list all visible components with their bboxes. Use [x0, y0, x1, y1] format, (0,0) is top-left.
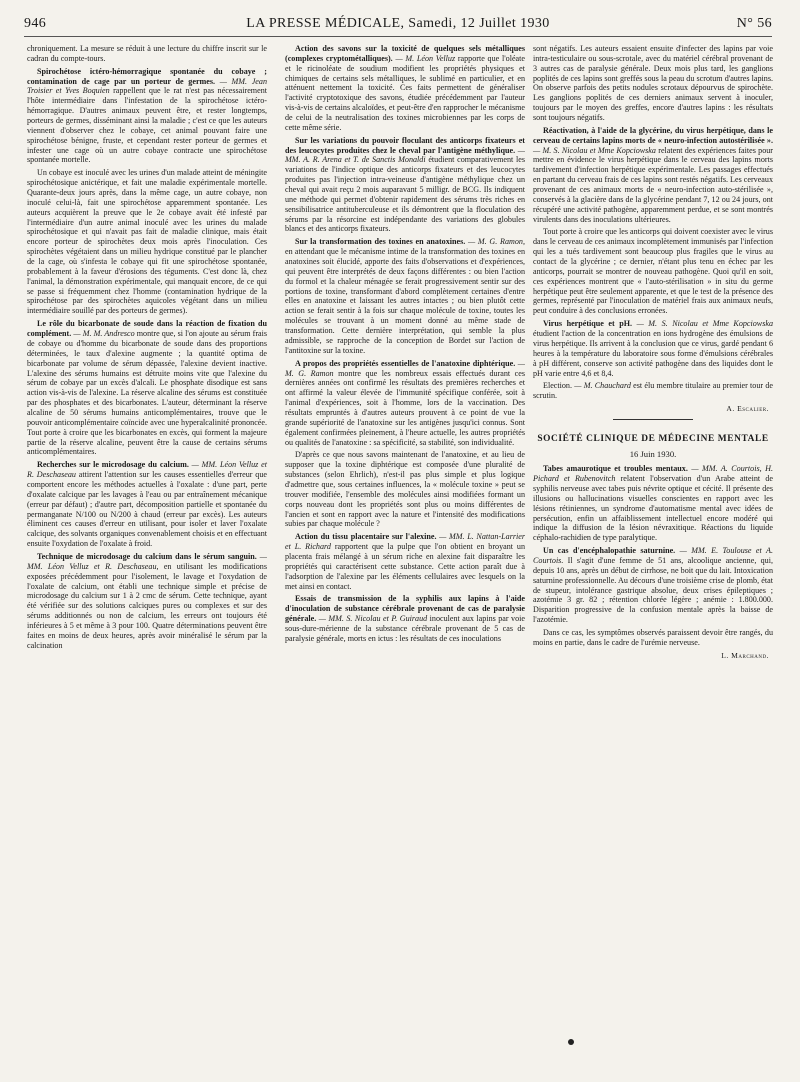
- article-virus-ph: [533, 319, 773, 378]
- article-authors: — M. S. Nicolau et Mme Kopciowska: [636, 319, 773, 329]
- article-title: Le rôle du bicarbonate de soude dans la réaction de fixation du complément.: [27, 319, 267, 339]
- paragraph: Tout porte à croire que les anticorps qui doivent coexister avec le virus dans le cerveau de ces animaux incomplètement immunisés par l'infection qui les a tués tardivement sont beaucoup plus fragiles que le virus au contact de la glycérine ; ce dernier, n'étant plus tenu en échec par les anticorps, pourrait se montrer de nouveau pathogène. Quoi qu'il en soit, ces expériences montrent que « l'auto-stérilisation » in situ du germe herpétique peut être seulement apparente, et que le test de la présence des germes, représenté par l'inoculation de matériel frais aux animaux neufs, peut conduire à des conclusions erronées.: [533, 227, 773, 316]
- article-text: montre que, si l'on ajoute au sérum frais de cobaye ou d'homme du bicarbonate de soude dans des proportions déterminées, le taux d'alexine augmente ; la quantité optima de bicarbonate par volume de sérum dépassée, l'alexine devient inactive. L'alexine des sérums humains est détruite moins vite que l'alexine du sérum de cobaye par un excès d'alcali. Le phosphate disodique est sans action vis-à-vis de l'alexine. La réserve alcaline des sérums est constituée par des phosphates et des bicarbonates. L'auteur, déterminant la réserve alcaline de 50 sérums humains anticomplémentaires, trouve que le pouvoir anticomplémentaire coïncide avec une hyperalcalinité prononcée. Tout porte à croire que les bicarbonates en excès, qui forment la majeure partie de la réserve alcaline, peuvent être la cause de certains sérums anticomplémentaires.: [27, 329, 267, 457]
- article-anatoxines: [285, 237, 525, 355]
- article-authors: — M. G. Ramon,: [468, 237, 525, 247]
- article-authors: — MM. S. Nicolau et P. Guiraud: [318, 614, 428, 624]
- article-title: Sur les variations du pouvoir floculant des anticorps fixateurs et des leucocytes produites chez le cheval par l'antigène méthylique.: [285, 135, 525, 155]
- article-encephalopathie: [533, 546, 773, 625]
- article-microdosage: [27, 460, 267, 549]
- article-text: attirent l'attention sur les causes essentielles d'erreur que comportent encore les méthodes actuelles à l'oxalate : d'une part, perte d'oxalate calcique par les lavages à l'eau ou par entraînement mécanique (erreur par défaut) ; d'autre part, décomposition partielle et spontanée du permanganate N/100 ou N/200 à chaud (erreur par excès). Les auteurs éliminent ces causes d'erreur en utilisant, pour isoler et laver l'oxalate calcique, des solvants organiques convenablement choisis et en effectuant ensuite l'oxydation de l'oxalate à froid.: [27, 470, 267, 549]
- signature: A. Escalier.: [726, 404, 769, 414]
- election-label: Election.: [543, 381, 572, 391]
- article-text: inoculent aux lapins par voie sous-dure-mérienne de la substance cérébrale provenant de 5 cas de paralysie générale, morts en ictus : les résultats de ces inoculations: [285, 614, 525, 643]
- article-spirochetose: [27, 67, 267, 166]
- article-authors: — M. S. Nicolau et Mme Kopciowska: [533, 145, 656, 155]
- article-title: Technique de microdosage du calcium dans le sérum sanguin.: [37, 551, 257, 561]
- article-bicarbonate: [27, 319, 267, 457]
- article-text: rapporte que l'oléate et le ricinoléate de soudium modifient les propriétés physiques et chimiques de certains sels métalliques, le sublimé en particulier, et en atténuent nettement la toxicité. Ces faits permettent de généraliser l'activité cryptotoxique des savons, étudiée précédemment par l'auteur vis-à-vis de certains alcaloïdes, et peut-être d'en rapprocher le mécanisme de celui de la neutralisation des toxines microbiennes par les corps de cette même série.: [285, 53, 525, 132]
- article-authors: — MM. E. Toulouse et A. Courtois.: [533, 546, 773, 566]
- article-authors: — MM. Jean Troisier et Yves Boquien: [27, 76, 267, 96]
- article-text: en utilisant les modifications exposées précédemment pour l'isolement, le lavage et l'oxydation de l'oxalate de calcium, ont établi une technique simple et précise de microdosage du calcium sur 1 à 2 cmc de sérum. Cette technique, ayant été vérifiée sur des solutions calciques pures ou complexes et sur des sérums additionnés ou non de calcium, les erreurs ont toujours été inférieures à 5 et même à 3 pour 100. Quatre déterminations peuvent être faites en moins de deux heures, après avoir minéralisé le sérum par la calcination: [27, 561, 267, 650]
- article-floculant: [285, 136, 525, 235]
- article-title: Sur la transformation des toxines en anatoxines.: [295, 237, 466, 247]
- article-placenta: [285, 532, 525, 591]
- article-text: étudient l'action de la concentration en ions hydrogène des émulsions de virus herpétique. Ils arrivent à la conclusion que ce virus, gardé pendant 6 heures à la température du laboratoire sous forme d'émulsions cérébrales à pH différent, conserve son activité pathogène dans des liquides dont le pH varie entre 4,6 et 8,4.: [533, 329, 773, 378]
- article-text: étudient comparativement les variations de l'indice optique des anticorps fixateurs et des leucocytes produites pas l'injection intra-veineuse d'antigène méthylique chez un cheval qui avait reçu 2 mois auparavant 5 milligr. de BCG. Ils indiquent une méthode qui permet d'obtenir rapidement des sérums très riches en sensibilisatrice antituberculeuse et ils démontrent que la floculation des sérums par la résorcine est indépendante des variations des globules blancs et des anticorps fixateurs.: [285, 155, 525, 234]
- article-title: A propos des propriétés essentielles de l'anatoxine diphtérique.: [295, 358, 516, 368]
- article-authors: — M. Chauchard: [574, 381, 631, 391]
- journal-title: LA PRESSE MÉDICALE, Samedi, 12 Juillet 1930: [246, 16, 550, 31]
- paragraph: Dans ce cas, les symptômes observés paraissent devoir être rangés, du moins en partie, dans le cadre de l'urémie nerveuse.: [533, 628, 773, 647]
- article-text: rappellent que le rat n'est pas nécessairement l'hôte intermédiaire dans l'infestation de la spirochétose ictéro-hémorragique. D'autres animaux peuvent être, et rester longtemps, porteurs de germes, disséminant ainsi la maladie ; c'est ce que les auteurs viennent d'observer chez le cobaye, cet animal pouvant faire une spirochétose bénigne, fruste, et cependant rester porteur de germes et infester une cage où un autre cobaye contracte une spirochétose spontanée mortelle.: [27, 86, 267, 165]
- column-2: [285, 44, 525, 647]
- article-text: est élu membre titulaire au premier tour de scrutin.: [533, 381, 773, 401]
- paragraph: chroniquement. La mesure se réduit à une lecture du chiffre inscrit sur le cadran du compte-tours.: [27, 44, 267, 63]
- article-title: Recherches sur le microdosage du calcium.: [37, 460, 189, 470]
- article-technique-calcium: [27, 552, 267, 651]
- signature: L. Marchand.: [721, 650, 769, 660]
- page-header: [24, 14, 772, 37]
- article-title: Réactivation, à l'aide de la glycérine, du virus herpétique, dans le cerveau de certains lapins morts de « neuro-infection autostérilisée ».: [533, 125, 773, 145]
- article-authors: — M. M. Andresco: [73, 329, 135, 339]
- article-authors: — MM. A. R. Arena et T. de Sanctis Monaldi: [285, 145, 525, 165]
- election-notice: [533, 381, 773, 401]
- article-reactivation: [533, 126, 773, 225]
- article-authors: — M. G. Ramon: [285, 358, 525, 378]
- section-date: 16 Juin 1930.: [629, 448, 677, 459]
- article-authors: — M. Léon Velluz: [395, 53, 456, 63]
- paragraph: Un cobaye est inoculé avec les urines d'un malade atteint de méningite spirochétosique anictérique, et fait une maladie expérimentale mortelle. Quarante-deux jours après, dans la même cage, un autre cobaye, non inoculé celui-là, fait une spirochétose apparemment spontanée. Les auteurs acquièrent la preuve que le 2e cobaye avait été infesté par l'intermédiaire d'un autre animal inoculé avec les urines du malade spirochétosique et qui n'avait pas fait de maladie clinique, mais était encore porteur de spirochètes deux mois après l'inoculation. Ces spirochètes végétaient dans un milieu hydrique constitué par le plancher de la cage, où s'infesta le cobaye qui fit une spirochétose spontanée, probablement à la faveur d'érosions des téguments. C'est donc là, chez l'animal, la démonstration expérimentale, qui manquait encore, de ce qui se passe si fréquemment chez l'homme (contamination hydrique de la spirochétose par des spirochètes aquicoles végétant dans un milieu intermédiaire souillé par des porteurs de germes).: [27, 168, 267, 316]
- article-anatoxine-diphterique: [285, 359, 525, 448]
- section-divider: [613, 419, 693, 420]
- article-savons: [285, 44, 525, 133]
- article-authors: — MM. L. Nattan-Larrier et L. Richard: [285, 532, 526, 552]
- article-text: montre que les nombreux essais effectués durant ces dernières années ont confirmé les résultats des premières recherches et ont affirmé la valeur élevée de l'immunité spécifique conférée, soit à l'animal d'expériences, soit à l'homme, lors de la vaccination. Des résultats empruntés à d'autres auteurs prouvent à ce point de vue la grande supériorité de l'anatoxine sur les antigènes jusqu'ici connus. Sont également confirmées pleinement, à l'heure actuelle, les autres propriétés ou qualités de l'anatoxine : sa spécificité, sa stabilité, son individualité.: [285, 368, 525, 447]
- article-text: rapportent que la pulpe que l'on obtient en broyant un placenta frais mélangé à un sérum riche en alexine fait disparaître les propriétés qui caractérisent cette substance. Cette action paraît due à l'adsorption de l'alexine par les éléments cellulaires avec lesquels on la met ainsi en contact.: [285, 542, 525, 591]
- article-authors: — MM. A. Courtois, H. Pichard et Rubenovitch: [533, 464, 773, 484]
- column-3: [533, 44, 773, 664]
- article-text: relatent l'observation d'un Arabe atteint de syphilis nerveuse avec tabes puis névrite optique et cécité. Il présente des illusions ou hallucinations visuelles conscientes en rapport avec les lésions rétiniennes, un syndrome d'automatisme mental avec idées de persécution, enfin un affaiblissement intellectuel encore modéré qui indique la diffusion de la lésion névraxitique. Réactions du liquide céphalo-rachidien de type paralytique.: [533, 474, 773, 543]
- paragraph: sont négatifs. Les auteurs essaient ensuite d'infecter des lapins par voie intra-testiculaire ou sous-scrotale, avec du matériel cérébral provenant de 3 autres cas de paralysie générale. Deux mois plus tard, les ganglions poplités de ces lapins sont greffés sous la peau du scrotum d'autres lapins. On observe parfois des petits nodules scrotaux dépourvus de spirochète. Les ganglions poplités de ces derniers animaux servent à inoculer, toujours par le moyen des greffes, encore d'autres lapins : les résultats sont toujours négatifs.: [533, 44, 773, 123]
- article-authors: — MM. Léon Velluz et R. Deschaseau: [27, 460, 267, 480]
- paragraph: D'après ce que nous savons maintenant de l'anatoxine, et au lieu de supposer que la toxine diphtérique est composée d'une pluralité de substances (selon Ehrlich), n'est-il pas plus simple et plus logique d'admettre que, sous certaines influences, la « molécule toxine » peut se trouver modifiée, l'ensemble des molécules ainsi modifiées formant un corps nouveau dont les propriétés sont plus ou moins différentes de l'ancien et sont en rapport avec la nature et l'intensité des modifications subies par chaque molécule ?: [285, 450, 525, 529]
- column-1: [27, 44, 267, 654]
- article-title: Spirochétose ictéro-hémorragique spontanée du cobaye ; contamination de cage par un porteur de germes.: [27, 66, 267, 86]
- article-title: Action du tissu placentaire sur l'alexine.: [295, 532, 437, 542]
- article-tabes: [533, 464, 773, 543]
- issue-number: N° 56: [736, 16, 772, 31]
- article-text: en attendant que le mécanisme intime de la transformation des toxines en anatoxines soit élucidé, apporte des faits d'observations et d'expériences, qui peuvent être interprétés de deux façons différentes : ou bien l'action du formol et la chaleur ménagée se ferait progressivement sentir sur des portions de toxine, transformant d'abord complètement certaines d'entre elles en anatoxine et laissant les autres intactes ; ou bien plutôt cette action se ferait sentir à la fois sur chaque molécule de toxine, toutes les molécules se trouvant à un moment donné au même stade de transformation. Cette dernière interprétation, qui semble la plus admissible, se rapproche de la conception de Bordet sur l'action de l'antitoxine sur la toxine.: [285, 247, 525, 355]
- article-title: Essais de transmission de la syphilis aux lapins à l'aide d'inoculation de substance cérébrale provenant de cas de paralysie générale.: [285, 594, 525, 624]
- article-authors: — MM. Léon Velluz et R. Deschaseau,: [27, 551, 267, 571]
- article-title: Virus herpétique et pH.: [543, 319, 633, 329]
- article-title: Action des savons sur la toxicité de quelques sels métalliques (complexes cryptométalliques).: [285, 44, 525, 63]
- article-title: Un cas d'encéphalopathie saturnine.: [543, 546, 676, 556]
- article-text: Il s'agit d'une femme de 51 ans, alcoolique ancienne, qui, depuis 10 ans, après un début de cirrhose, ne boit que du lait. Intoxication saturnine professionnelle. Au décours d'une troisième crise de plomb, état de stupeur, intolérance gastrique absolue, deux crises épileptiques ; azotémie 3 gr. 82 ; rétention chlorée légère ; anémie : 1.800.000. Disparition progressive de la confusion mentale après la baisse de l'azotémie.: [533, 556, 774, 625]
- section-heading: SOCIÉTÉ CLINIQUE DE MÉDECINE MENTALE: [537, 434, 769, 445]
- article-syphilis-lapins: [285, 594, 525, 643]
- article-title: Tabes amaurotique et troubles mentaux.: [543, 464, 688, 474]
- bullet-dot-icon: [568, 1039, 574, 1045]
- page-number: 946: [24, 16, 47, 31]
- article-text: relatent des expériences faites pour mettre en évidence le virus herpétique dans le cerveau des lapins morts tardivement d'infection herpétique expérimentale. Les passages effectués en partant du cerveau frais de ces lapins sont restés négatifs. Les cerveaux provenant de ces animaux morts de « neuro-infection auto-stérilisée », conservés à la glacière dans de la glycérine pendant 7, 12 ou 24 jours, ont récupéré une activité pathogène, apparemment perdue, et se sont montrés virulents dans des inoculations ultérieures.: [533, 145, 773, 224]
